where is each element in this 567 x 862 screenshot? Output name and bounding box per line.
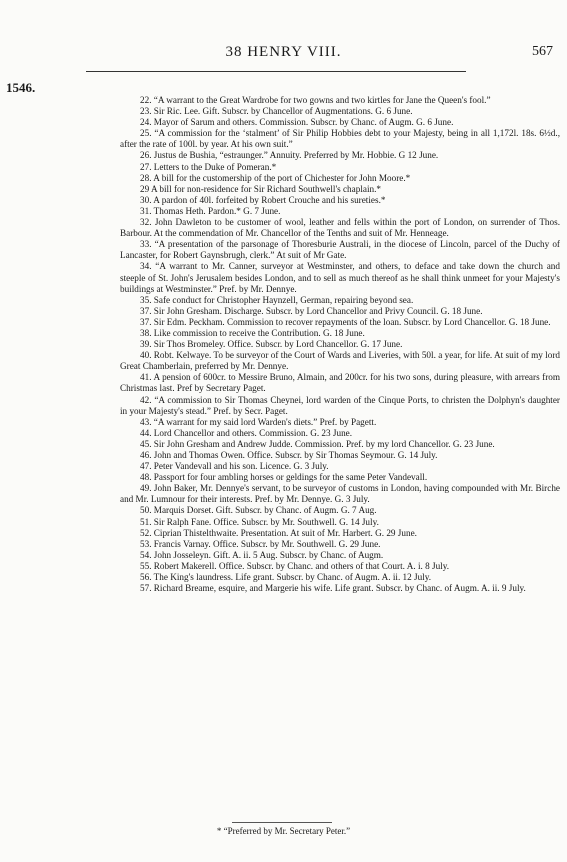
list-item: 51. Sir Ralph Fane. Office. Subscr. by Mr. Southwell. G. 14 July. — [140, 516, 379, 527]
margin-year: 1546. — [6, 80, 36, 95]
list-item: 39. Sir Thos Bromeley. Office. Subscr. by Lord Chancellor. G. 17 June. — [140, 339, 403, 350]
list-item: 54. John Josseleyn. Gift. A. ii. 5 Aug. Subscr. by Chanc. of Augm. — [140, 549, 384, 560]
page-number: 567 — [532, 44, 553, 59]
list-item: 50. Marquis Dorset. Gift. Subscr. by Chanc. of Augm. G. 7 Aug. — [140, 505, 377, 516]
list-item: 32. John Dawleton to be customer of wool, leather and fells within the port of London, on surrender of Thos. Barbour. At the commendation of Mr. Chancellor of the Tenths and suit of Mr. Henneage. — [120, 217, 560, 239]
list-item: 44. Lord Chancellor and others. Commission. G. 23 June. — [140, 427, 353, 438]
list-item: 42. “A commission to Sir Thomas Cheynei, lord warden of the Cinque Ports, to christen the Dolphyn's daughter in your Majesty's stead.” Pref. by Secr. Paget. — [120, 394, 560, 416]
list-item: 26. Justus de Bushia, “estraunger.” Annuity. Preferred by Mr. Hobbie. G 12 June. — [140, 150, 439, 161]
list-item: 25. “A commission for the ‘stalment’ of Sir Philip Hobbies debt to your Majesty, being in all 1,172l. 18s. 6½d., after the rate of 100l. by year. At his own suit.” — [120, 128, 560, 150]
running-title: 38 HENRY VIII. — [225, 44, 342, 60]
list-item: 53. Francis Varnay. Office. Subscr. by Mr. Southwell. G. 29 June. — [140, 538, 381, 549]
list-item: 43. “A warrant for my said lord Warden's diets.” Pref. by Pagett. — [140, 416, 377, 427]
list-item: 52. Ciprian Thistelthwaite. Presentation. At suit of Mr. Harbert. G. 29 June. — [140, 527, 417, 538]
list-item: 40. Robt. Kelwaye. To be surveyor of the Court of Wards and Liveries, with 50l. a year, for life. At suit of my lord Great Chamberlain, preferred by Mr. Dennye. — [120, 350, 560, 372]
list-item: 47. Peter Vandevall and his son. Licence. G. 3 July. — [140, 461, 329, 472]
entry-list — [120, 95, 560, 594]
list-item: 56. The King's laundress. Life grant. Subscr. by Chanc. of Augm. A. ii. 12 July. — [140, 572, 432, 583]
list-item: 45. Sir John Gresham and Andrew Judde. Commission. Pref. by my lord Chancellor. G. 23 June. — [140, 438, 495, 449]
list-item: 23. Sir Ric. Lee. Gift. Subscr. by Chancellor of Augmentations. G. 6 June. — [140, 106, 413, 117]
footnote-rule — [232, 822, 332, 823]
list-item: 29 A bill for non-residence for Sir Richard Southwell's chaplain.* — [140, 183, 381, 194]
list-item: 27. Letters to the Duke of Pomeran.* — [140, 161, 277, 172]
list-item: 35. Safe conduct for Christopher Haynzell, German, repairing beyond sea. — [140, 294, 414, 305]
list-item: 57. Richard Breame, esquire, and Margerie his wife. Life grant. Subscr. by Chanc. of Augm. A. ii. 9 July. — [140, 583, 526, 594]
list-item: 38. Like commission to receive the Contribution. G. 18 June. — [140, 327, 365, 338]
list-item: 48. Passport for four ambling horses or geldings for the same Peter Vandevall. — [140, 472, 428, 483]
list-item: 30. A pardon of 40l. forfeited by Robert Crouche and his sureties.* — [140, 194, 386, 205]
list-item: 37. Sir Edm. Peckham. Commission to recover repayments of the loan. Subscr. by Lord Chancellor. G. 18 June. — [140, 316, 551, 327]
list-item: 55. Robert Makerell. Office. Subscr. by Chanc. and others of that Court. A. i. 8 July. — [140, 560, 450, 571]
list-item: 37. Sir John Gresham. Discharge. Subscr. by Lord Chancellor and Privy Council. G. 18 June. — [140, 305, 483, 316]
page-header — [0, 42, 567, 64]
list-item: 41. A pension of 600cr. to Messire Bruno, Almain, and 200cr. for his two sons, during pleasure, with arrears from Christmas last. Pref by Secretary Paget. — [120, 372, 560, 394]
list-item: 49. John Baker, Mr. Dennye's servant, to be surveyor of customs in London, having compounded with Mr. Birche and Mr. Lumnour for their interests. Pref. by Mr. Dennye. G. 3 July. — [120, 483, 560, 505]
list-item: 46. John and Thomas Owen. Office. Subscr. by Sir Thomas Seymour. G. 14 July. — [140, 450, 438, 460]
header-rule — [86, 71, 466, 72]
list-item: 22. “A warrant to the Great Wardrobe for two gowns and two kirtles for Jane the Queen's fool.” — [140, 95, 491, 105]
list-item: 34. “A warrant to Mr. Canner, surveyor at Westminster, and others, to deface and take down the church and steeple of St. John's Jerusalem besides London, and to sell as much thereof as he shall think unmeet for your Majesty's buildings at Westminster.” Pref. by Mr. Dennye. — [120, 261, 560, 294]
list-item: 33. “A presentation of the parsonage of Thoresburie Australi, in the diocese of Lincoln, parcel of the Duchy of Lancaster, for Robert Gaynsbrugh, clerk.” At suit of Mr Gate. — [120, 239, 560, 261]
list-item: 31. Thomas Heth. Pardon.* G. 7 June. — [140, 205, 281, 216]
list-item: 24. Mayor of Sarum and others. Commission. Subscr. by Chanc. of Augm. G. 6 June. — [140, 117, 454, 128]
list-item: 28. A bill for the customership of the port of Chichester for John Moore.* — [140, 172, 411, 183]
footnote: * “Preferred by Mr. Secretary Peter.” — [216, 826, 351, 836]
